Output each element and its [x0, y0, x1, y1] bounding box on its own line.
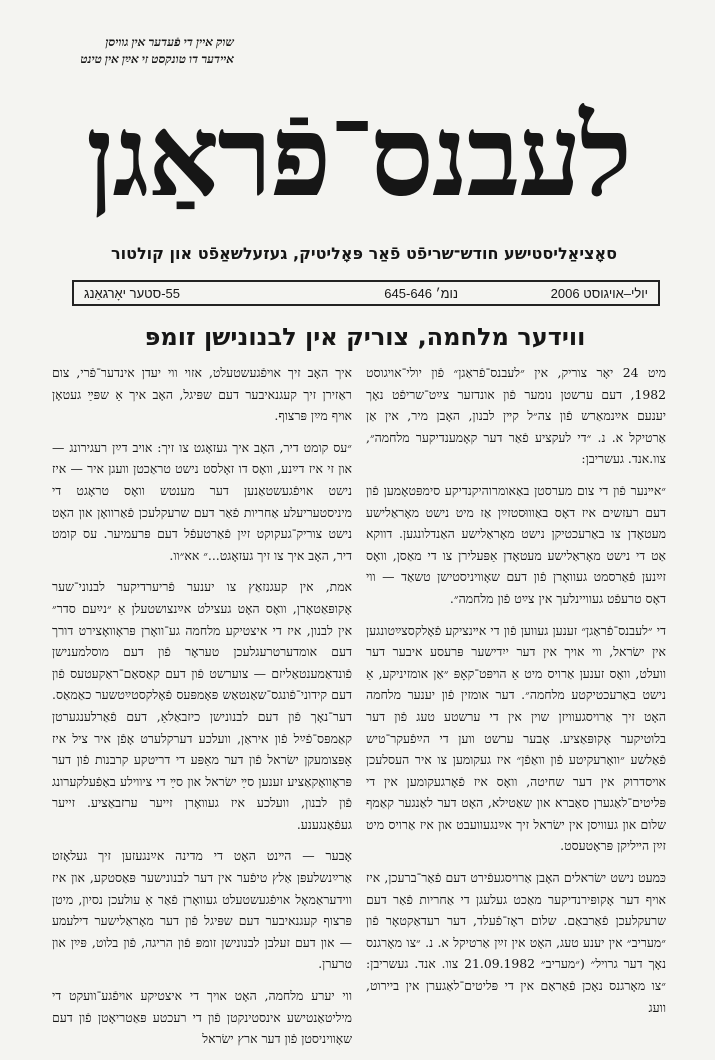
paragraph: איך האָב זיך אויפֿגעשטעלט, אזוי ווי יעדן אינדער־פֿרי, צום ראַזירן זיך קעגנאיבער דעם שפּיגל, האָב איך אַ שפּײַ געטאָן אויף מײַן פּרצוף. [52, 365, 352, 424]
newspaper-subtitle: סאָציאַליסטישע חודש־שריפֿט פֿאַר פּאָליטיק, געזעלשאַפֿט און קולטור [110, 244, 617, 263]
paragraph: אָבער — הײנט האָט די מדינה אײַנגעזען זיך געלאָזט אַרײַנשלעפּן אַלץ טיפֿער אין דער לבנונישער פּאַסטקע, און איז ווידעראַמאָל אויפֿגעשטעלט געוואָרן פֿאַר אַ עולעכן נסיון, מיטן פּרצוף קעגנאיבער דעם שפּיגל פֿון דער מאָראַלישער דילעמע — און דעם זעלבן לבנונישן זומפּ פֿון הריגה, פֿון בלוט, פּײַן און טרערן. [52, 848, 352, 972]
issue-date: יולי–אויגוסט 2006 [550, 286, 648, 301]
issue-number: נומ׳ 645-646 [384, 286, 458, 301]
newspaper-title: לעבנס־פֿראַגן [85, 91, 631, 222]
paragraph: ״עס קומט דיר, האָב איך געזאָגט צו זיך: אויב דײַן רעגירונג — און זי איז דײַנע, וואָס דו זאָלסט נישט טראַכטן וועגן איר — איז נישט אויפֿגעשטאַנען דער מענטש וואָס טראָגט די מיניסטעריעלע אַחריות פֿאַר דעם שרעקלעכן פֿאַרוואָן און האָט נישט צוריק־געקוקט זײַן פֿאַרטעפֿל דעם פּרעמיער. עס קומט דיר, האָב איך צו זיך געזאָגט...״ אא״וו. [52, 439, 352, 563]
article-column-left [52, 362, 352, 1060]
paragraph: ווי יערע מלחמה, האָט אויך די איצטיקע אויפֿגע־וועקט די מיליטאַנטישע אינסטינקטן פֿון די רעכטע פּאַטריאָטן פֿון דעם שאָוויניסטן פֿון דער ארץ ישׂראל [52, 988, 352, 1047]
issue-info-bar [72, 280, 660, 306]
paragraph: מיט 24 יאָר צוריק, אין ״לעבנס־פֿראַגן״ פֿון יולי־אויגוסט 1982, דעם ערשטן נומער פֿון אונדזער צײַט־שריפֿט נאָך יענעם אײַנמאַרש פֿון צה״ל קײן לבנון, האָבן מיר, אין אַן אַרטיקל א. נ. ״די לעקציע פֿאַר דער קאָמענדיקער מלחמה״, צוו.אנד. געשריבן: [366, 365, 666, 467]
motto-line-2: אײדער דו טונקסט זי אײַן אין טינט [80, 52, 234, 66]
paragraph: די ״לעבנס־פֿראַגן״ זענען געווען פֿון די אײנציקע פֿאָלקסצײַטונגען אין ישׂראל, ווי אויך אין דער ייִדישער פּרעסע איבער דער וועלט, וואָס זענען אַרויס מיט אַ הויפּט־קאָפּ ״אַן אומזיניקע, אַ נישט באַרעכטיקטע מלחמה״. דער אומזין פֿון יענער מלחמה האָט זיך אַרויסגעוויזן שוין אין די ערשטע טעג פֿון דער בלוטיקער אָקופּאַציע. אָבער ערשט ווען די הײַפֿעקר־טיש פֿאַלשע ״וואָרעקיטע פֿון וואַפֿן״ איז געקומען צו איר העסלעכן אויסדרוק אין דער שחיטה, וואָס איז פֿאָרגעקומען אין די פּליטים־לאַגערן סאַברא און שאַטילא, האָט דער לאַנגער קאַמף שלום און געוויסן אין ישׂראל זיך אײַנגעוועבט און איז אַרויס מיט זײַן הײליקן פּראָטעסט. [366, 622, 666, 854]
article-column-right [366, 362, 666, 1028]
paragraph: ״אײנער פֿון די צום מערסטן באַאומרוהיקנדיקע סימפּטאָמען פֿון דעם רעזשים איז דאָס באַוווּסטזײַן אַז מיט נישט מאָראַלישע מעטאָדן צו באַרעכטיקן נישט מאָראַלישע האַנדלונגען. דווקא אַט די נישט מאָראַלישע מעטאָדן אַפּעלירן צו די מאַסן, וואָס זײַנען פֿאַרסמט געוואָרן פֿון דעם שאָוויניסטישן טשאַד — ווי דאָס טרעפֿט געוויינלעך אין צײַט פֿון מלחמה״. [366, 482, 666, 606]
paragraph: אמת, אין קעגנזאַץ צו יענער פֿריערדיקער לבנוני־שער אָקופּאַטאָרן, וואָס האָט געצילט אײַנצושטעלן אַ ״נײַעם סדר״ אין לבנון, איז די איצטיקע מלחמה גע־וואָרן פּראָוואָצירט דורך דעם אומדערטרעגלעכן טעראָר פֿון דעם מוסלמענישן פֿונדאַמענטאַליזם — צוערשט פֿון דעם קאַסאַם־ראַקעטעס פֿון דעם קידוני־פֿונגס־שאַנטאַש פּאָמפּעס פֿאָלקסטײַטשער כאַמאַס. דער־נאָך פֿון דעם לבנונישן כיזבאַלאַ, דעם פֿאַרלענגערטן קאַמפּס־פֿײַל פֿון איראַן, וועלכע דערקלערט אָפֿן איר ציל איז אָפּצומעקן ישׂראל פֿון דער מאַפּע די דריטקע קרבנות פֿון דער פּראָוואָקאַציע זענען סײַ ישׂראל און סײַ די ציווילע באַפֿעלקערונג פֿון לבנון, וועלכע איז געוואָרן זייער ערזבאַציע. זייער געפֿאַנגענע. [52, 579, 352, 832]
issue-year-volume: 55-סטער יאָרגאַנג [84, 286, 180, 301]
article-headline: ווידער מלחמה, צוריק אין לבנונישן זומפּ [144, 323, 586, 351]
masthead-motto [54, 34, 234, 68]
paragraph: כּמעט נישט ישׂראלים האָבן אַרויסגעפֿירט דעם פֿאַר־ברעכן, איז אויף דער אָקופּירנדיקער מאַכט געלעגן די אַחריות פֿאַר דעם שרעקלעכן פֿאַרבאַם. שלום ראָז־פֿעלד, דער רעדאַקטאָר פֿון ״מעריב״ אין יענע טעג, האָט אין זײַן אַרטיקל א. נ. ״צו מאָרגנס נאָך דער גרויל״ (״מעריב״ 21.09.1982 צוו. אנד. געשריבן: ״צו מאָרגנס נאָכן פֿאַראַם אין די פּליטים־לאַגערן אין ביירוט, וועג [366, 870, 666, 1015]
motto-line-1: שוק איין די פֿעדער אין גוויסן [105, 35, 234, 49]
